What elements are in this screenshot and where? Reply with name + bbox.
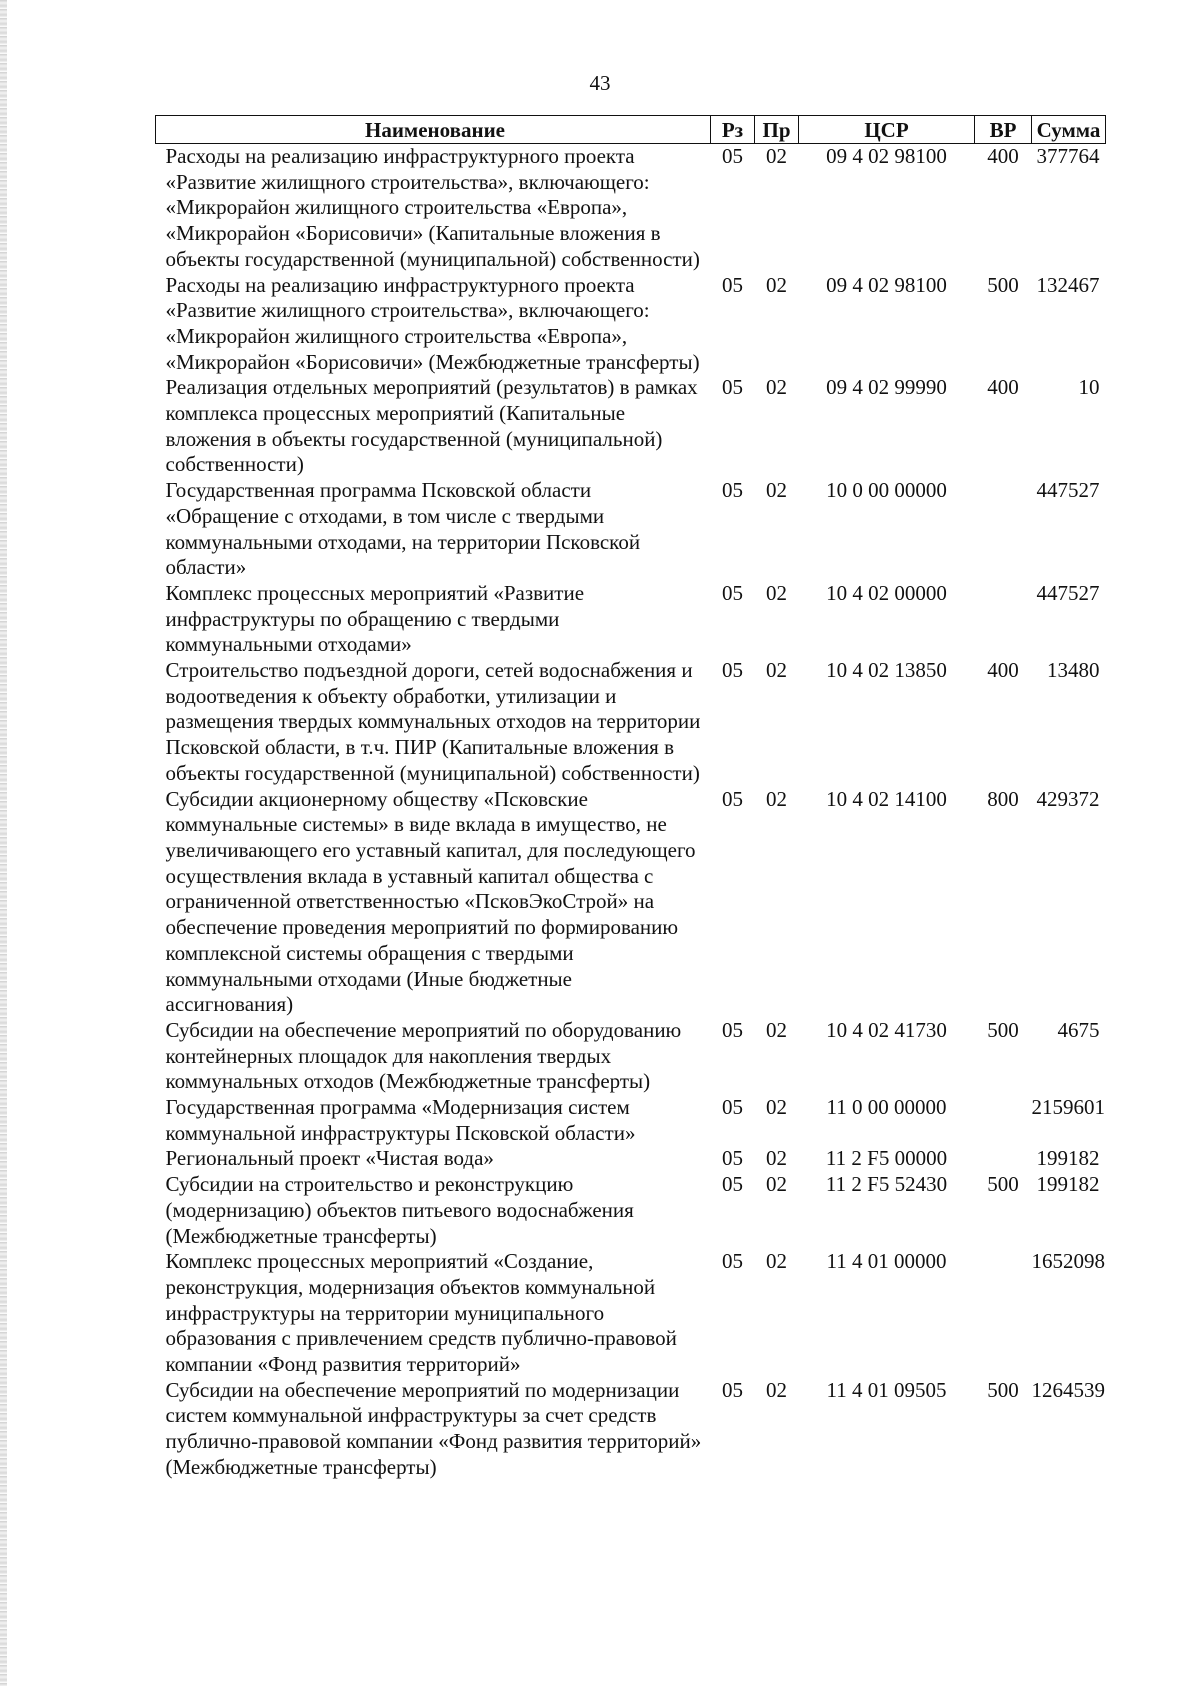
row-name: Субсидии на обеспечение мероприятий по оборудованию контейнерных площадок для накопления твердых коммунальных отходов (Межбюджетные трансферты) <box>165 1017 682 1094</box>
row-pr: 02 <box>766 1146 787 1171</box>
row-vr: 500 <box>987 1377 1019 1402</box>
row-rz: 05 <box>722 1172 743 1197</box>
table-row <box>156 375 1106 478</box>
scan-edge-artifact <box>0 0 7 1686</box>
row-rz: 05 <box>722 1249 743 1274</box>
row-csr: 11 4 01 00000 <box>826 1249 947 1274</box>
row-rz: 05 <box>722 272 743 297</box>
table-row <box>156 1172 1106 1249</box>
row-csr: 09 4 02 99990 <box>826 375 947 400</box>
row-csr: 11 2 F5 00000 <box>825 1146 948 1171</box>
row-pr: 02 <box>766 580 787 605</box>
row-vr <box>975 1146 1032 1172</box>
row-name: Расходы на реализацию инфраструктурного проекта «Развитие жилищного строительства», включающего: «Микрорайон жилищного строительства «Европа», «Микрорайон «Борисовичи» (Межбюджетные трансферты) <box>165 272 700 374</box>
row-name: Расходы на реализацию инфраструктурного проекта «Развитие жилищного строительства», включающего: «Микрорайон жилищного строительства «Европа», «Микрорайон «Борисовичи» (Капитальные вложения в объекты государственной (муниципальной) собственности) <box>165 144 700 271</box>
row-csr: 10 0 00 00000 <box>826 478 947 503</box>
row-vr: 500 <box>987 272 1019 297</box>
row-name: Строительство подъездной дороги, сетей водоснабжения и водоотведения к объекту обработки, утилизации и размещения твердых коммунальных отходов на территории Псковской области, в т.ч. ПИР (Капитальные вложения в объекты государственной (муниципальной) собственности) <box>165 658 701 785</box>
row-name: Региональный проект «Чистая вода» <box>165 1146 494 1171</box>
row-vr: 400 <box>987 375 1019 400</box>
row-rz: 05 <box>722 1146 743 1171</box>
row-sum: 10 <box>1078 375 1100 400</box>
row-rz: 05 <box>722 658 743 683</box>
table-row <box>156 787 1106 1018</box>
row-sum: 13480 <box>1047 658 1100 683</box>
row-name: Субсидии на обеспечение мероприятий по модернизации систем коммунальной инфраструктуры за счет средств публично-правовой компании «Фонд развития территорий» (Межбюджетные трансферты) <box>165 1377 702 1479</box>
table-row <box>156 1095 1106 1146</box>
table-row <box>156 658 1106 787</box>
row-sum: 199182 <box>1036 1172 1100 1197</box>
row-pr: 02 <box>766 1249 787 1274</box>
row-rz: 05 <box>722 1017 743 1042</box>
row-csr: 09 4 02 98100 <box>826 272 947 297</box>
table-row <box>156 144 1106 273</box>
row-sum: 132467 <box>1036 272 1100 297</box>
row-csr: 10 4 02 41730 <box>826 1017 947 1042</box>
row-pr: 02 <box>766 144 787 168</box>
row-name: Реализация отдельных мероприятий (результатов) в рамках комплекса процессных мероприятий (Капитальные вложения в объекты государственной (муниципальной) собственности) <box>165 375 698 477</box>
row-rz: 05 <box>722 580 743 605</box>
row-vr: 400 <box>987 658 1019 683</box>
page-number: 43 <box>589 71 611 95</box>
row-vr: 500 <box>987 1172 1019 1197</box>
row-pr: 02 <box>766 1377 787 1402</box>
row-csr: 10 4 02 00000 <box>826 580 947 605</box>
row-csr: 09 4 02 98100 <box>826 144 947 168</box>
row-sum: 2159601 <box>1031 1095 1105 1120</box>
row-sum: 377764 <box>1036 144 1100 168</box>
row-rz: 05 <box>722 478 743 503</box>
row-name: Комплекс процессных мероприятий «Развитие инфраструктуры по обращению с твердыми коммунальными отходами» <box>165 580 585 657</box>
table-row <box>156 1146 1106 1172</box>
row-csr: 10 4 02 14100 <box>826 786 947 811</box>
row-pr: 02 <box>766 658 787 683</box>
row-sum: 4675 <box>1057 1017 1100 1042</box>
row-vr <box>975 1249 1032 1378</box>
row-rz: 05 <box>722 375 743 400</box>
row-vr <box>975 478 1032 581</box>
row-csr: 11 0 00 00000 <box>826 1095 947 1120</box>
header-sum: Сумма <box>1032 116 1106 144</box>
row-pr: 02 <box>766 786 787 811</box>
row-vr: 500 <box>987 1017 1019 1042</box>
row-pr: 02 <box>766 478 787 503</box>
row-pr: 02 <box>766 272 787 297</box>
header-vr: ВР <box>975 116 1032 144</box>
table-row <box>156 1378 1106 1481</box>
row-sum: 1652098 <box>1031 1249 1105 1274</box>
row-sum: 447527 <box>1036 478 1100 503</box>
row-name: Государственная программа «Модернизация систем коммунальной инфраструктуры Псковской области» <box>165 1095 636 1145</box>
row-pr: 02 <box>766 375 787 400</box>
row-vr <box>975 1095 1032 1146</box>
row-pr: 02 <box>766 1017 787 1042</box>
row-rz: 05 <box>722 786 743 811</box>
row-vr: 400 <box>987 144 1019 168</box>
table-header-row <box>156 116 1106 144</box>
row-sum: 1264539 <box>1031 1377 1105 1402</box>
row-sum: 447527 <box>1036 580 1100 605</box>
table-row <box>156 1249 1106 1378</box>
row-csr: 11 4 01 09505 <box>826 1377 947 1402</box>
row-rz: 05 <box>722 1377 743 1402</box>
table-row <box>156 1018 1106 1095</box>
row-vr: 800 <box>987 786 1019 811</box>
row-name: Государственная программа Псковской области «Обращение с отходами, в том числе с твердыми коммунальными отходами, на территории Псковской области» <box>165 478 641 580</box>
row-sum: 429372 <box>1036 786 1100 811</box>
table-row <box>156 581 1106 658</box>
header-name: Наименование <box>156 116 711 144</box>
row-name: Комплекс процессных мероприятий «Создание, реконструкция, модернизация объектов коммунальной инфраструктуры на территории муниципального образования с привлечением средств публично-правовой компании «Фонд развития территорий» <box>165 1249 677 1377</box>
table-row <box>156 273 1106 376</box>
row-name: Субсидии акционерному обществу «Псковские коммунальные системы» в виде вклада в имущество, не увеличивающего его уставный капитал, для последующего осуществления вклада в уставный капитал общества с ограниченной ответственностью «ПсковЭкоСтрой» на обеспечение проведения мероприятий по формированию комплексной системы обращения с твердыми коммунальными отходами (Иные бюджетные ассигнования) <box>165 786 696 1017</box>
row-pr: 02 <box>766 1095 787 1120</box>
header-csr: ЦСР <box>799 116 975 144</box>
row-vr <box>975 581 1032 658</box>
header-pr: Пр <box>755 116 799 144</box>
row-name: Субсидии на строительство и реконструкцию (модернизацию) объектов питьевого водоснабжения (Межбюджетные трансферты) <box>165 1172 634 1248</box>
table-row <box>156 478 1106 581</box>
row-rz: 05 <box>722 1095 743 1120</box>
row-csr: 11 2 F5 52430 <box>825 1172 948 1197</box>
row-csr: 10 4 02 13850 <box>826 658 947 683</box>
row-pr: 02 <box>766 1172 787 1197</box>
budget-table <box>155 115 1106 1481</box>
row-sum: 199182 <box>1036 1146 1100 1171</box>
row-rz: 05 <box>722 144 743 168</box>
header-rz: Рз <box>711 116 755 144</box>
